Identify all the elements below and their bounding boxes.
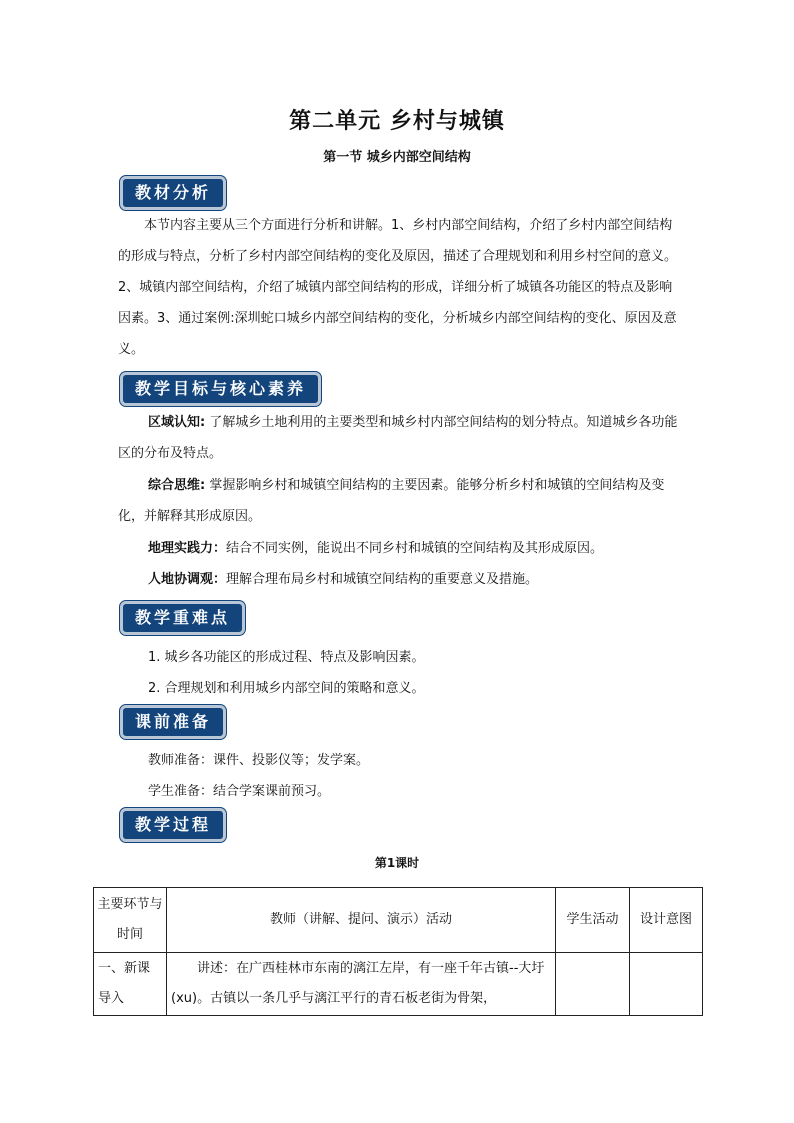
table-cell-student [556, 953, 630, 1016]
prep-student: 学生准备：结合学案课前预习。 [148, 784, 331, 799]
table-header-cell: 设计意图 [630, 888, 703, 953]
lesson-table [93, 887, 703, 1016]
analysis-text: 本节内容主要从三个方面进行分析和讲解。1、乡村内部空间结构，介绍了乡村内部空间结构的形成与特点，分析了乡村内部空间结构的变化及原因，描述了合理规划和利用乡村空间的意义。2、城镇内部空间结构，介绍了城镇内部空间结构的形成，详细分析了城镇各功能区的特点及影响因素。3、通过案例:深圳蛇口城乡内部空间结构的变化，分析城乡内部空间结构的变化、原因及意义。 [118, 218, 678, 357]
page-subtitle: 第一节 城乡内部空间结构 [323, 150, 471, 165]
section-heading-keypoints: 教学重难点 [120, 601, 245, 635]
goal-label: 综合思维: [148, 478, 206, 493]
goal-label: 地理实践力： [148, 541, 227, 556]
table-header-cell: 主要环节与时间 [94, 888, 167, 953]
goal-text: 掌握影响乡村和城镇空间结构的主要因素。能够分析乡村和城镇的空间结构及变化，并解释其形成原因。 [118, 478, 665, 524]
goal-item-harmony [118, 564, 678, 595]
lesson-label: 第1课时 [374, 856, 420, 870]
keypoint-item: 2. 合理规划和利用城乡内部空间的策略和意义。 [148, 681, 425, 696]
table-cell-intent [630, 953, 703, 1016]
goal-item-regional [118, 407, 678, 469]
goal-item-practice [118, 533, 678, 564]
goal-item-synthesis [118, 470, 678, 532]
page-title: 第二单元 乡村与城镇 [289, 109, 505, 134]
section-heading-process: 教学过程 [120, 808, 226, 842]
section-heading-prep: 课前准备 [120, 705, 226, 739]
analysis-paragraph [118, 210, 678, 365]
table-header-cell: 教师（讲解、提问、演示）活动 [167, 888, 556, 953]
goal-text: 了解城乡土地利用的主要类型和城乡村内部空间结构的划分特点。知道城乡各功能区的分布及特点。 [118, 415, 678, 461]
table-header-cell: 学生活动 [556, 888, 630, 953]
section-heading-goals: 教学目标与核心素养 [120, 372, 321, 406]
table-cell-stage: 一、新课导入 [94, 953, 167, 1016]
table-header-row [94, 888, 703, 953]
keypoint-item: 1. 城乡各功能区的形成过程、特点及影响因素。 [148, 650, 425, 665]
goal-label: 人地协调观： [148, 572, 227, 587]
goal-text: 结合不同实例，能说出不同乡村和城镇的空间结构及其形成原因。 [226, 541, 604, 556]
goal-text: 理解合理布局乡村和城镇空间结构的重要意义及措施。 [226, 572, 539, 587]
goal-label: 区域认知: [148, 415, 206, 430]
table-row [94, 953, 703, 1016]
prep-teacher: 教师准备：课件、投影仪等；发学案。 [148, 753, 370, 768]
table-cell-teacher: 讲述：在广西桂林市东南的漓江左岸，有一座千年古镇--大圩(xu)。古镇以一条几乎与漓江平行的青石板老街为骨架， [167, 953, 556, 1016]
section-heading-analysis: 教材分析 [120, 176, 226, 210]
